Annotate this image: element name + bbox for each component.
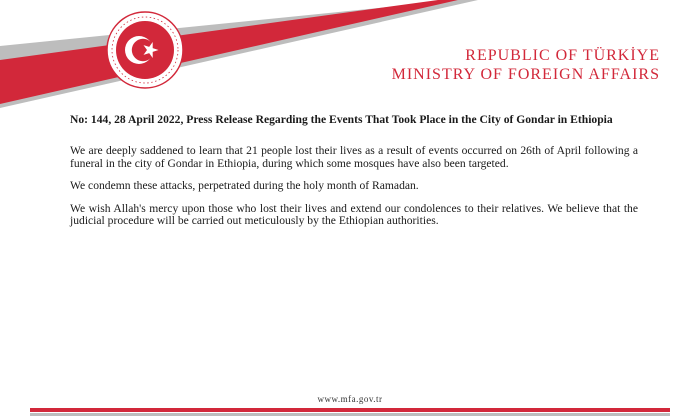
footer-red-stripe [30, 408, 670, 412]
header-red-stripe [0, 0, 458, 104]
ministry-title-line-2: MINISTRY OF FOREIGN AFFAIRS [391, 66, 660, 83]
body-paragraph-1: We are deeply saddened to learn that 21 people lost their lives as a result of events occurred on 26th of April following a funeral in the city of Gondar in Ethiopia, during which some mosques have also been targeted. [70, 144, 638, 170]
body-paragraph-2: We condemn these attacks, perpetrated during the holy month of Ramadan. [70, 179, 419, 192]
footer-website-link[interactable]: www.mfa.gov.tr [317, 394, 383, 404]
ministry-title [392, 46, 660, 84]
footer-gray-stripe [30, 413, 670, 416]
press-release-body [70, 145, 638, 238]
press-release-title: No: 144, 28 April 2022, Press Release Regarding the Events That Took Place in the City of Gondar in Ethiopia [70, 113, 613, 126]
footer-stripe [30, 408, 670, 418]
body-paragraph-3: We wish Allah's mercy upon those who lost their lives and extend our condolences to their relatives. We believe that the judicial procedure will be carried out meticulously by the Ethiopian authorities. [70, 201, 638, 227]
turkish-crescent-star-emblem-icon [107, 12, 183, 88]
ministry-title-line-1: REPUBLIC OF TÜRKİYE [465, 47, 660, 64]
